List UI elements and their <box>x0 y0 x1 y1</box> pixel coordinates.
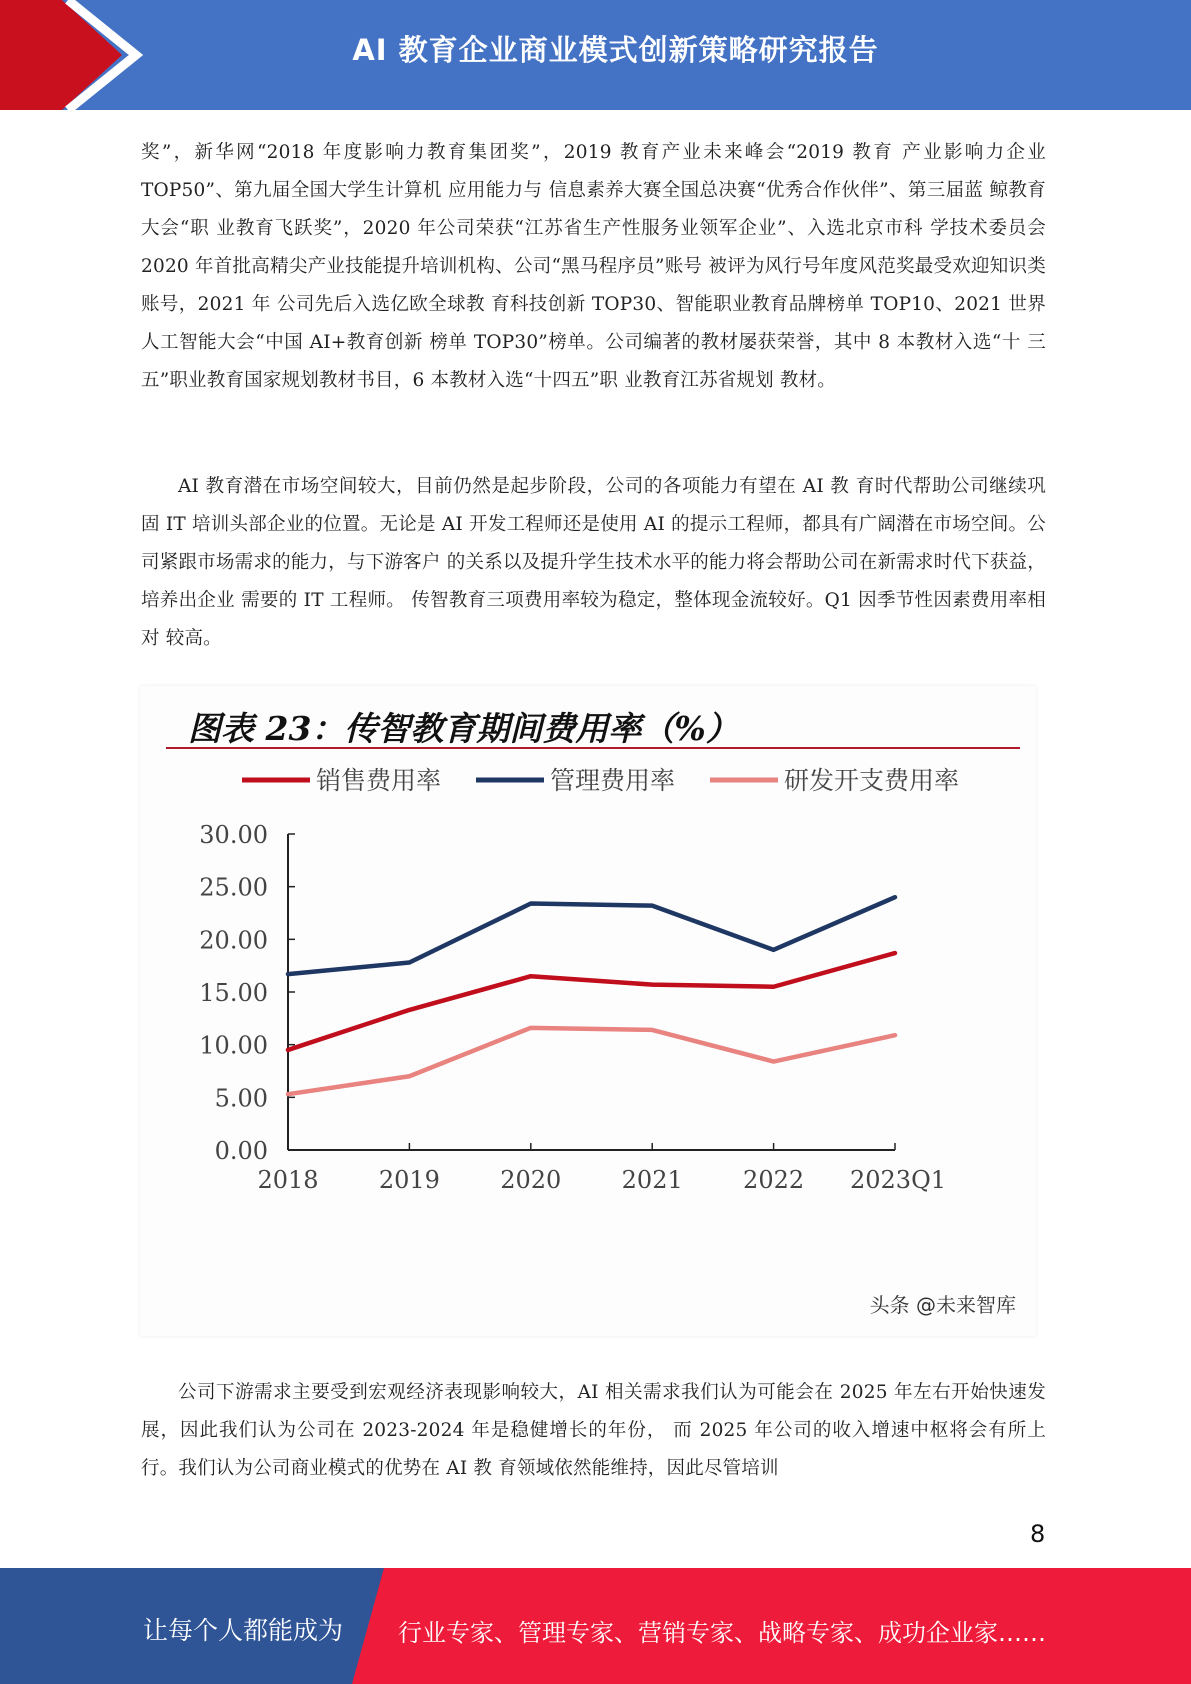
chart-figure <box>140 686 1036 1336</box>
paragraph-market: AI 教育潜在市场空间较大，目前仍然是起步阶段，公司的各项能力有望在 AI 教 育时代帮助公司继续巩固 IT 培训头部企业的位置。无论是 AI 开发工程师还是使用 AI 的提示工程师，都具有广阔潜在市场空间。公司紧跟市场需求的能力，与下游客户 的关系以及提升学生技术水平的能力将会帮助公司在新需求时代下获益，培养出企业 需要的 IT 工程师。 传智教育三项费用率较为稳定，整体现金流较好。Q1 因季节性因素费用率相对 较高。 <box>141 476 1046 649</box>
y-tick-label: 5.00 <box>214 1084 268 1113</box>
x-tick-label: 2018 <box>257 1166 319 1194</box>
paragraph-outlook: 公司下游需求主要受到宏观经济表现影响较大，AI 相关需求我们认为可能会在 2025 年左右开始快速发展，因此我们认为公司在 2023-2024 年是稳健增长的年份， 而 2025 年公司的收入增速中枢将会有所上行。我们认为公司商业模式的优势在 AI 教 育领域依然能维持，因此尽管培训 <box>141 1382 1046 1479</box>
y-tick-label: 30.00 <box>199 821 268 849</box>
footer-slogan-right: 行业专家、管理专家、营销专家、战略专家、成功企业家…… <box>398 1619 1046 1647</box>
line-chart <box>140 686 1036 1336</box>
chart-series <box>288 897 895 1094</box>
x-tick-label: 2022 <box>743 1166 805 1194</box>
chart-axes <box>199 821 946 1194</box>
legend-label-1: 销售费用率 <box>316 766 442 795</box>
legend-label-3: 研发开支费用率 <box>784 766 960 795</box>
x-tick-label: 2020 <box>500 1166 562 1194</box>
chart-title: 图表 23：传智教育期间费用率（%） <box>188 709 739 748</box>
chart-legend <box>242 766 959 795</box>
report-title: AI 教育企业商业模式创新策略研究报告 <box>352 33 879 67</box>
y-tick-label: 25.00 <box>199 873 268 902</box>
chart-watermark: 头条 @未来智库 <box>869 1293 1016 1317</box>
page-header <box>0 0 1191 110</box>
footer-slogan-left: 让每个人都能成为 <box>143 1616 344 1645</box>
series-line-3 <box>288 1028 895 1094</box>
page-footer <box>0 1568 1191 1684</box>
paragraph-awards: 奖”，新华网“2018 年度影响力教育集团奖”，2019 教育产业未来峰会“2019 教育 产业影响力企业TOP50”、第九届全国大学生计算机 应用能力与 信息素养大赛全国总决赛“优秀合作伙伴”、第三届蓝 鲸教育大会“职 业教育飞跃奖”，2020 年公司荣获“江苏省生产性服务业领军企业”、入选北京市科 学技术委员会 2020 年首批高精尖产业技能提升培训机构、公司“黑马程序员”账号 被评为风行号年度风范奖最受欢迎知识类账号，2021 年 公司先后入选亿欧全球教 育科技创新 TOP30、智能职业教育品牌榜单 TOP10、2021 世界人工智能大会“中国 AI+教育创新 榜单 TOP30”榜单。公司编著的教材屡获荣誉，其中 8 本教材入选“十 三五”职业教育国家规划教材书目，6 本教材入选“十四五”职 业教育江苏省规划 教材。 <box>141 142 1046 391</box>
y-tick-label: 20.00 <box>199 926 268 955</box>
page-number: 8 <box>1030 1520 1046 1548</box>
legend-label-2: 管理费用率 <box>550 766 676 795</box>
y-tick-label: 10.00 <box>199 1031 268 1060</box>
x-tick-label: 2021 <box>621 1166 683 1194</box>
x-tick-label: 2019 <box>378 1166 440 1194</box>
y-tick-label: 0.00 <box>214 1137 268 1165</box>
x-tick-label: 2023Q1 <box>849 1166 947 1194</box>
y-tick-label: 15.00 <box>199 979 268 1007</box>
series-line-2 <box>288 897 895 974</box>
